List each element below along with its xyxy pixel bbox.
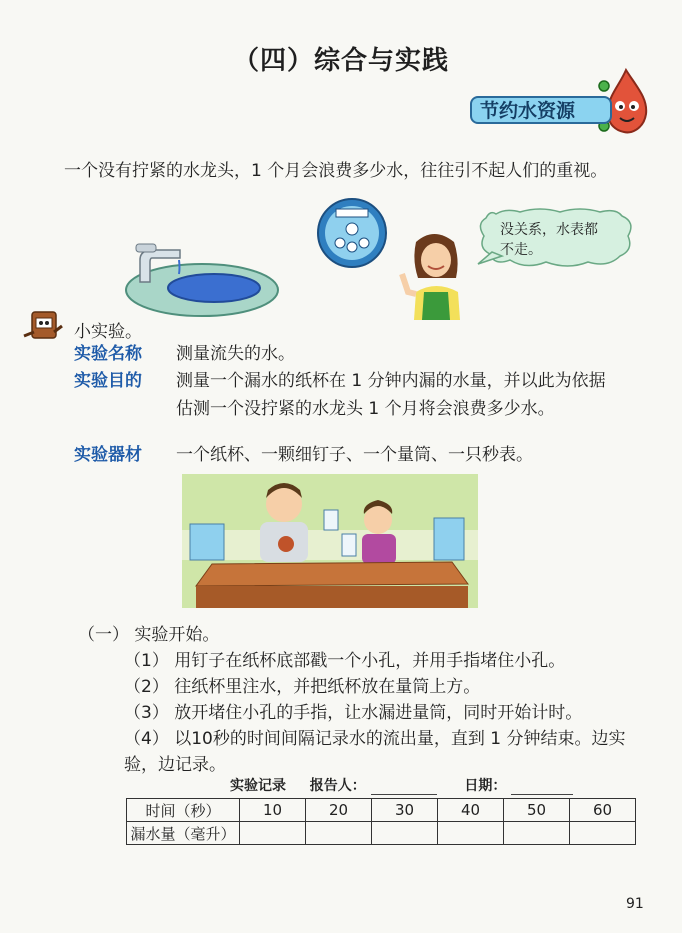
record-table bbox=[126, 798, 636, 845]
time-cell: 40 bbox=[438, 799, 504, 822]
procedure-heading: （一） 实验开始。 bbox=[78, 625, 220, 645]
speech-bubble-text: 没关系，水表都不走。 bbox=[500, 222, 598, 258]
procedure-step-1: （1） 用钉子在纸杯底部戳一个小孔，并用手指堵住小孔。 bbox=[124, 651, 566, 671]
leak-volume-cell bbox=[438, 822, 504, 845]
procedure-step-4: （4） 以10秒的时间间隔记录水的流出量，直到 1 分钟结束。边实验，边记录。 bbox=[124, 729, 626, 775]
leak-volume-cell bbox=[504, 822, 570, 845]
reporter-blank bbox=[371, 780, 437, 795]
date-blank bbox=[511, 780, 573, 795]
time-cell: 50 bbox=[504, 799, 570, 822]
leak-volume-cell bbox=[570, 822, 636, 845]
experiment-equipment-label: 实验器材 bbox=[74, 445, 142, 465]
experiment-purpose-value: 测量一个漏水的纸杯在 1 分钟内漏的水量，并以此为依据估测一个没拧紧的水龙头 1 个月将会浪费多少水。 bbox=[176, 371, 606, 419]
experiment-purpose-label: 实验目的 bbox=[74, 371, 142, 391]
children-lab-illustration bbox=[182, 474, 478, 608]
water-meter-icon bbox=[316, 197, 388, 269]
leak-volume-cell bbox=[240, 822, 306, 845]
table-row bbox=[127, 822, 636, 845]
experiment-name-row bbox=[74, 340, 634, 368]
section-title: （四）综合与实践 bbox=[232, 46, 449, 76]
record-header bbox=[230, 775, 573, 795]
experiment-equipment-value: 一个纸杯、一颗细钉子、一个量筒、一只秒表。 bbox=[176, 445, 533, 465]
faucet-sink-illustration bbox=[122, 238, 282, 320]
reporter-label: 报告人： bbox=[309, 778, 366, 794]
time-cell: 30 bbox=[372, 799, 438, 822]
experiment-name-value: 测量流失的水。 bbox=[176, 344, 295, 364]
topic-badge: 节约水资源 bbox=[470, 96, 612, 124]
experiment-name-label: 实验名称 bbox=[74, 344, 142, 364]
table-row bbox=[127, 799, 636, 822]
procedure-step-3: （3） 放开堵住小孔的手指，让水漏进量筒，同时开始计时。 bbox=[124, 703, 583, 723]
robot-mascot-icon bbox=[22, 306, 64, 346]
intro-paragraph: 一个没有拧紧的水龙头，1 个月会浪费多少水，往往引不起人们的重视。 bbox=[64, 161, 608, 181]
date-label: 日期： bbox=[464, 778, 507, 794]
time-row-header: 时间（秒） bbox=[127, 799, 240, 822]
woman-illustration bbox=[394, 230, 480, 320]
experiment-heading: 小实验。 bbox=[74, 322, 142, 342]
time-cell: 20 bbox=[306, 799, 372, 822]
procedure-step-2: （2） 往纸杯里注水，并把纸杯放在量筒上方。 bbox=[124, 677, 481, 697]
leak-volume-cell bbox=[372, 822, 438, 845]
experiment-equipment-row bbox=[74, 441, 634, 469]
time-cell: 60 bbox=[570, 799, 636, 822]
leak-volume-row-header: 漏水量（毫升） bbox=[127, 822, 240, 845]
leak-volume-cell bbox=[306, 822, 372, 845]
time-cell: 10 bbox=[240, 799, 306, 822]
record-title: 实验记录 bbox=[230, 778, 286, 794]
page-number: 91 bbox=[626, 896, 644, 912]
